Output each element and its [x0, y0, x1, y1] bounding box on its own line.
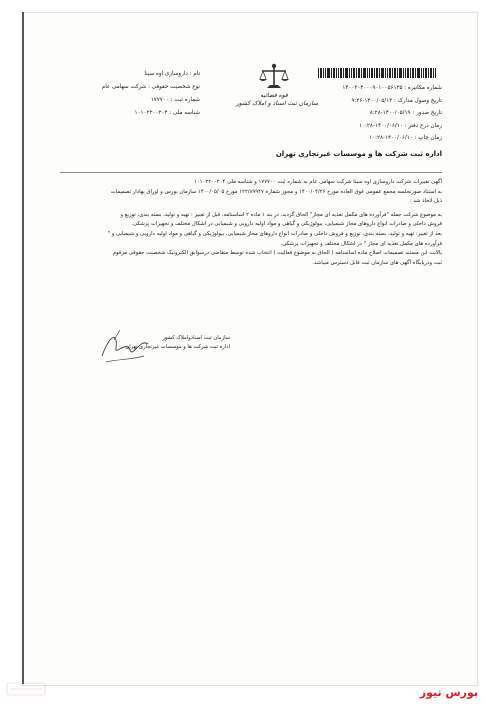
watermark-stamp [6, 682, 46, 696]
entity-type: نوع شخصیت حقوقی : شرکت سهامی عام [101, 84, 200, 90]
barcode-icon [318, 68, 436, 78]
body-line: فروش داخلی و صادرات انواع داروهای مجاز شیمیایی، بیولوژیکی و گیاهی و مواد اولیه دارویی و شیمیایی در اشکال مختلف و تجهیزات پزشکی. [131, 221, 442, 228]
office-entry-time: زمان درج دفتر : ۱۴۰۰/۰۶/۱۰-۱۰:۲۸ [359, 122, 442, 129]
department-title: اداره ثبت شرکت ها و موسسات غیرتجاری تهران [275, 150, 442, 158]
received-date: تاریخ وصول مدارک : ۱۴۰۰/۰۵/۱۳-۹:۲۶ [351, 97, 442, 104]
organization-title: سازمان ثبت اسناد و املاک کشور [236, 100, 319, 107]
announcement-body [60, 178, 442, 268]
body-line: ذیل اتخاذ شد : [409, 198, 442, 205]
scales-of-justice-icon [257, 62, 291, 92]
body-line: فرآورده های مکمل تغذیه ای مجاز " در اشکال مختلف و تجهیزات پزشکی. [280, 240, 442, 247]
letter-number: شماره مکانیزه : ۱۴۰۰۳۰۴۰۰۰۹۰۱۰۰۵۶۱۳۵ [342, 85, 442, 91]
judiciary-title: قوه قضائیه [260, 92, 288, 99]
body-line: به استناد صورتجلسه مجمع عمومی فوق العاده مورخ ۱۴۰۰/۰۴/۲۶ و مجوز شماره ۱۲۲/۸۹۹۴۷ مورخ ۱۴۰۰/۰۵/۰۵ سازمان بورس و اوراق بهادار تصمیمات [110, 188, 442, 195]
company-name: نام : داروسازی اوه سینا [144, 71, 200, 77]
body-line: بالایت این مستند تصمیمات اصلاح ماده اساسنامه ( الحاق به موضوع فعالیت ) انتخاب شده توسط متقاضی درسوابق الکترونیک شخصیت حقوقی مرقوم [112, 250, 442, 257]
registration-number: شماره ثبت : ۱۷۷۷۰۰ [150, 97, 200, 103]
signature-block [120, 334, 230, 352]
body-line: بعد از تغییر: تهیه و تولید، بسته بندی، توزیع و فروش داخلی و صادرات انواع داروهای مجاز شیمیایی، بیولوژیکی و گیاهی و مواد اولیه دارویی و شیمیایی و " [107, 230, 442, 237]
scan-edge [22, 12, 24, 684]
body-line: به موضوع شرکت جمله "فرآورده های مکمل تغذیه ای مجاز" الحاق گردید. در بند ۱ ماده ۲ اساسنامه، قبل از تغییر : تهیه و تولید، بسته بندی، توزیع و [120, 211, 442, 218]
issue-date: تاریخ صدور : ۱۴۰۰/۰۵/۱۹-۸:۲۸ [369, 110, 442, 117]
signature-organization: سازمان ثبت اسنادواملاک کشور [162, 335, 230, 341]
registration-meta-block [300, 82, 442, 145]
signature-department: اداره ثبت شرکت ها و موسسات غیرتجاری تهران [125, 344, 230, 350]
body-line: ثبت ودرپایگاه آگهی های سازمان ثبت قابل دسترس میباشد. [312, 259, 442, 266]
national-id: شناسه ملی : ۱۰۱۰۲۲۰۰۲۰۴ [134, 110, 200, 116]
brand-logo-text: بورس نیوز [419, 686, 478, 699]
print-time: زمان چاپ : ۱۴۰۰/۰۶/۱۰-۱۰:۲۸ [369, 135, 442, 142]
header-divider [60, 172, 442, 173]
company-info-block [60, 68, 200, 120]
body-line: آگهی تغییرات شرکت داروسازی اوه سینا شرکت سهامی عام به شماره ثبت ۱۷۷۷۰۰ و شناسه ملی ۱۰۱۰۲۲۰۰۲۰۴ [193, 179, 442, 185]
